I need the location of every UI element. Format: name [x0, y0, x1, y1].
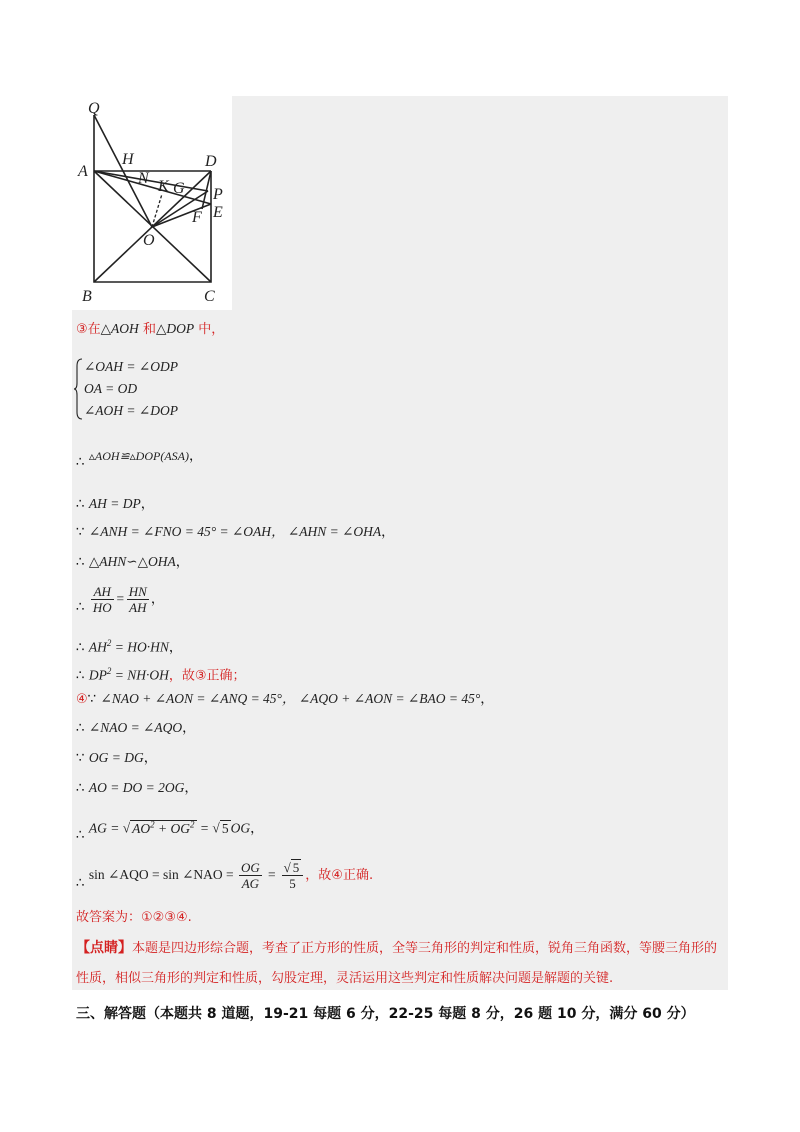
- line-dp-squared: [76, 662, 246, 686]
- fraction-og-ag: [239, 860, 262, 891]
- denominator: AG: [241, 876, 260, 891]
- label-G: G: [173, 180, 185, 197]
- math: ， ∠AHN = ∠OHA: [271, 524, 382, 539]
- denominator: 5: [289, 876, 296, 891]
- text: ，: [188, 448, 203, 464]
- exponent: 2: [106, 638, 112, 648]
- text: ，: [140, 496, 155, 512]
- because-symbol: ∵: [87, 691, 97, 707]
- conclusion-text: ，故④正确.: [305, 868, 374, 883]
- text: ，: [184, 780, 198, 796]
- section-heading: 三、解答题（本题共 8 道题，19-21 每题 6 分，22-25 每题 8 分，26 题 10 分，满分 60 分）: [76, 1006, 695, 1022]
- square-diagram: [72, 96, 232, 310]
- label-D: D: [205, 153, 217, 170]
- text: ，: [150, 591, 165, 607]
- math: △AOH: [100, 321, 139, 336]
- geometry-figure: [72, 96, 232, 310]
- text: 在: [87, 322, 101, 337]
- math: △DOP: [155, 321, 195, 336]
- radicand: $AO^2 + OG^2$: [132, 819, 195, 836]
- text: ，: [168, 639, 183, 656]
- math: =: [196, 820, 213, 836]
- label-E: E: [213, 204, 223, 221]
- label-O: O: [143, 232, 155, 249]
- text: 和: [138, 322, 156, 337]
- line-ag: ∴ AG = √ $AO^2 + OG^2$ = √ 5 OG，: [76, 819, 264, 843]
- denominator: AH: [129, 600, 147, 615]
- label-C: C: [204, 288, 215, 305]
- label-A: A: [78, 163, 88, 180]
- therefore-symbol: ∴: [76, 599, 85, 615]
- label-F: F: [192, 209, 202, 226]
- numerator: 5: [292, 860, 300, 875]
- line-ah-dp: [76, 495, 154, 513]
- denominator: HO: [92, 600, 112, 615]
- step-marker: ④: [76, 692, 88, 707]
- line-ao-do: [76, 779, 198, 797]
- math: =: [263, 867, 280, 882]
- label-B: B: [82, 288, 92, 305]
- math: AO = DO = 2OG: [88, 780, 185, 795]
- radicand: 5: [221, 820, 229, 836]
- math: ▵AOH≌▵DOP(ASA): [88, 449, 189, 463]
- line-step4-angles: [76, 690, 494, 709]
- label-P: P: [213, 186, 223, 203]
- text: ，: [381, 524, 395, 540]
- comment-tag: 【点睛】: [76, 940, 132, 956]
- therefore-symbol: ∴: [76, 639, 85, 656]
- condition-3: ∠AOH = ∠DOP: [84, 403, 178, 418]
- label-Q: Q: [88, 100, 100, 117]
- line-similar: [76, 553, 189, 571]
- math: ∠NAO + ∠AON = ∠ANQ = 45°: [100, 691, 282, 706]
- math: AH: [88, 639, 107, 655]
- line-congruence: [76, 447, 203, 470]
- numerator: HN: [128, 584, 147, 599]
- fraction-ah-ho: [91, 584, 114, 615]
- numerator: OG: [241, 860, 260, 875]
- exponent: 2: [106, 666, 112, 676]
- label-N: N: [138, 170, 149, 187]
- therefore-symbol: ∴: [76, 875, 85, 891]
- step-marker: ③: [76, 322, 88, 337]
- condition-2: OA = OD: [84, 381, 138, 396]
- because-symbol: ∵: [76, 524, 85, 540]
- line-angles: [76, 523, 395, 541]
- label-K: K: [158, 178, 169, 195]
- condition-1: ∠OAH = ∠ODP: [84, 359, 178, 374]
- answer-line: 故答案为：①②③④.: [76, 910, 192, 925]
- line-og-dg: [76, 749, 157, 767]
- math: △AHN∽△OHA: [88, 554, 176, 569]
- therefore-symbol: ∴: [76, 454, 85, 470]
- line-nao-aqo: [76, 719, 196, 737]
- line-triangle-intro: [76, 320, 224, 339]
- text: ，: [480, 691, 494, 707]
- fraction-sqrt5-5: $\frac{√ 5}{5}$: [282, 860, 304, 891]
- line-sine: [76, 860, 373, 891]
- text: 中，: [194, 322, 225, 337]
- math: ∠NAO = ∠AQO: [88, 720, 183, 735]
- conclusion-text: ，故③正确；: [168, 668, 246, 684]
- therefore-symbol: ∴: [76, 826, 85, 843]
- because-symbol: ∵: [76, 750, 85, 766]
- fraction-hn-ah: [127, 584, 149, 615]
- math: = HO·HN: [111, 639, 169, 655]
- text: ，: [143, 750, 158, 766]
- math: DP: [88, 667, 107, 683]
- text: ，: [175, 554, 190, 570]
- math: OG: [230, 820, 251, 836]
- brace-symbol: [74, 358, 84, 420]
- line-ratio: ∴ $\frac{AH}{HO}$ = $\frac{HN}{AH}$ ，: [76, 584, 165, 615]
- numerator: AH: [91, 584, 114, 600]
- text: ，: [182, 720, 196, 736]
- math: ∠ANH = ∠FNO = 45° = ∠OAH: [88, 524, 272, 539]
- math: ， ∠AQO + ∠AON = ∠BAO = 45°: [281, 691, 481, 706]
- therefore-symbol: ∴: [76, 554, 85, 570]
- comment-text: 本题是四边形综合题，考查了正方形的性质，全等三角形的判定和性质，锐角三角函数，等腰三角形的性质，相似三角形的判定和性质，勾股定理，灵活运用这些判定和性质解决问题是解题的关键.: [76, 941, 718, 986]
- math: = NH·OH: [111, 667, 169, 683]
- math: AG =: [88, 820, 123, 836]
- therefore-symbol: ∴: [76, 720, 85, 736]
- line-ah-squared: [76, 634, 182, 657]
- math: AH = DP: [88, 496, 141, 511]
- therefore-symbol: ∴: [76, 496, 85, 512]
- comment-paragraph: [76, 933, 726, 994]
- label-H: H: [122, 151, 134, 168]
- therefore-symbol: ∴: [76, 667, 85, 684]
- therefore-symbol: ∴: [76, 780, 85, 796]
- math: OG = DG: [88, 750, 144, 765]
- math: sin ∠AQO = sin ∠NAO =: [88, 867, 237, 882]
- text: ，: [250, 820, 264, 837]
